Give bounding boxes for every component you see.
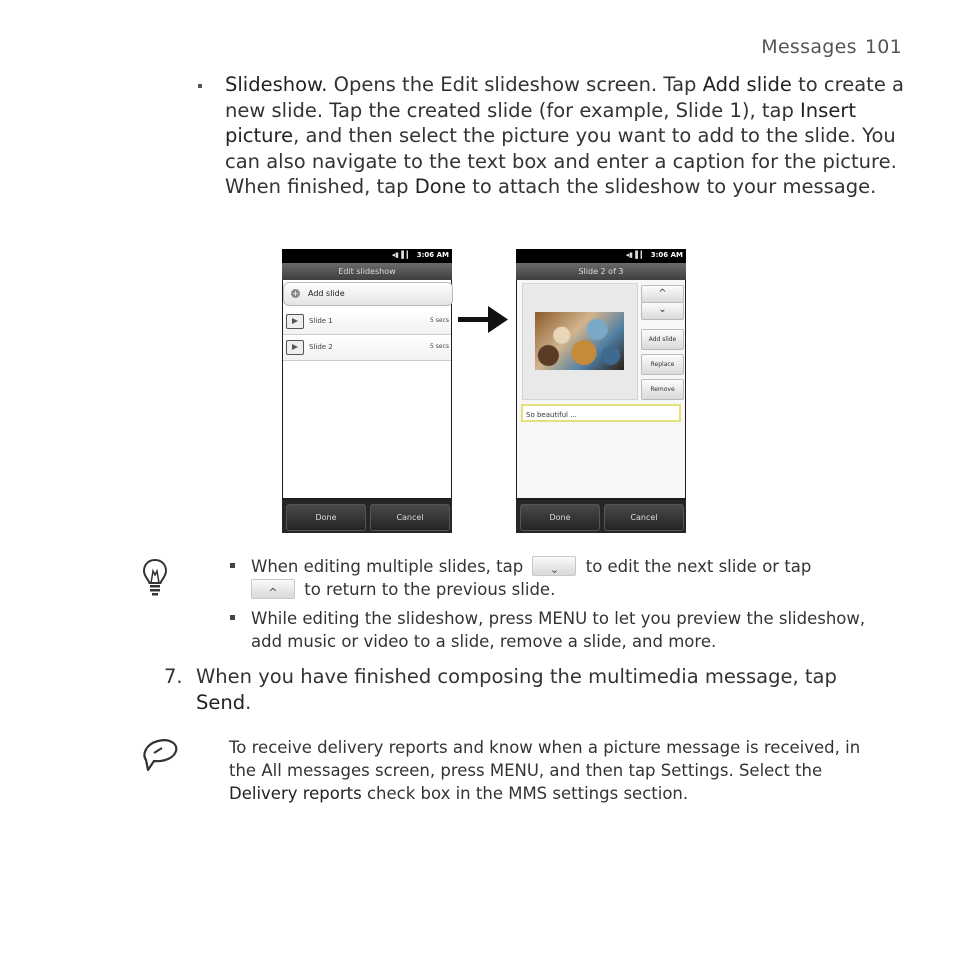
phone-slide-editor (516, 249, 686, 533)
page-header (761, 36, 902, 58)
term-insert-picture: Insert picture (225, 98, 856, 148)
chevron-up-icon: ^ (251, 579, 295, 599)
plus-icon: + (292, 289, 299, 298)
slide-list (283, 280, 451, 498)
tip-item: When editing multiple slides, tap ⌄ to edit the next slide or tap ^ to return to the previous slide. (251, 557, 812, 599)
tip-item: While editing the slideshow, press MENU to let you preview the slideshow, add music or video to a slide, remove a slide, and more. (251, 609, 866, 651)
list-item[interactable]: Slide 1 5 secs (283, 310, 451, 335)
lightbulb-icon (142, 558, 168, 598)
done-button[interactable]: Done (520, 504, 600, 531)
caption-input[interactable]: So beautiful ... (521, 404, 681, 422)
status-time: 3:06 AM (650, 251, 683, 259)
chevron-down-icon: ⌄ (532, 556, 576, 576)
page-number: 101 (864, 36, 902, 58)
bullet-marker (230, 615, 235, 620)
status-bar (516, 249, 686, 263)
list-item[interactable]: Slide 2 5 secs (283, 336, 451, 361)
term-send: Send (196, 690, 246, 714)
bottom-bar (516, 500, 686, 533)
slide-icon (286, 314, 304, 329)
status-time: 3:06 AM (416, 251, 449, 259)
done-button[interactable]: Done (286, 504, 366, 531)
slide-editor (517, 280, 685, 498)
screen-title: Slide 2 of 3 (516, 263, 686, 280)
slide-icon (286, 340, 304, 355)
add-slide-button[interactable]: + Add slide (283, 282, 453, 306)
replace-button[interactable]: Replace (641, 354, 684, 375)
section-title: Messages (761, 36, 857, 58)
cancel-button[interactable]: Cancel (370, 504, 450, 531)
slide-photo (535, 312, 624, 370)
slide-image-frame[interactable] (522, 283, 638, 400)
phone-edit-slideshow (282, 249, 452, 533)
add-slide-button[interactable]: Add slide (641, 329, 684, 350)
term-add-slide: Add slide (702, 73, 792, 96)
bullet-marker (230, 563, 235, 568)
step-number: 7. (164, 665, 183, 688)
note-text: To receive delivery reports and know when a picture message is received, in the All messages screen, press MENU, and then tap Settings. Select the Delivery reports check box in the MMS settings section. (229, 738, 861, 803)
note-icon (140, 736, 182, 774)
bottom-bar (282, 500, 452, 533)
term-delivery-reports: Delivery reports (229, 784, 362, 803)
cancel-button[interactable]: Cancel (604, 504, 684, 531)
term-done: Done (414, 175, 467, 199)
status-bar (282, 249, 452, 263)
bullet-marker (198, 84, 202, 88)
signal-icon: ◂▮ ▌▎ (391, 251, 412, 259)
right-arrow-icon (458, 304, 510, 336)
signal-icon: ◂▮ ▌▎ (625, 251, 646, 259)
term-slideshow: Slideshow. (225, 73, 328, 96)
step-7-text: When you have finished composing the multimedia message, tap Send. (196, 665, 837, 714)
next-slide-button[interactable]: ⌄ (641, 302, 684, 320)
remove-button[interactable]: Remove (641, 379, 684, 400)
screen-title: Edit slideshow (282, 263, 452, 280)
slideshow-paragraph: Slideshow. Opens the Edit slideshow screen. Tap Add slide to create a new slide. Tap the created slide (for example, Slide 1), tap Insert picture, and then select the picture you want to add to the slide. You can also navigate to the text box and enter a caption for the picture. When finished, tap Done to attach the slideshow to your message. (225, 73, 904, 199)
previous-slide-button[interactable]: ^ (641, 285, 684, 303)
